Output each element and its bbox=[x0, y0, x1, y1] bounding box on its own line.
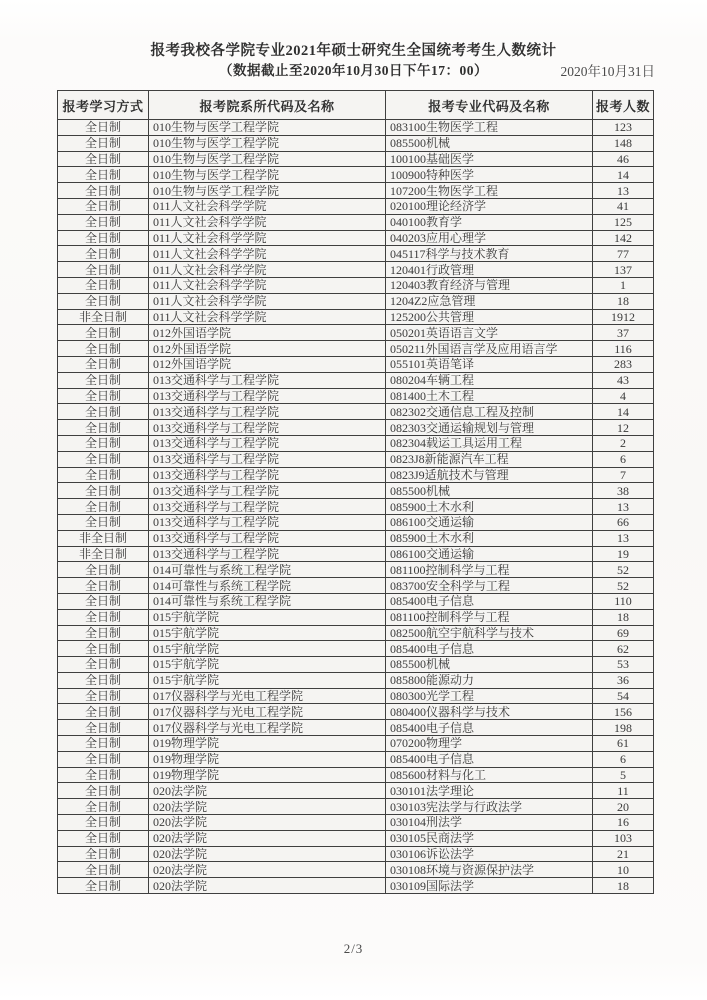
table-cell: 19 bbox=[593, 546, 654, 562]
table-cell: 020法学院 bbox=[149, 783, 386, 799]
table-cell: 020100理论经济学 bbox=[386, 198, 593, 214]
table-row bbox=[58, 625, 654, 641]
table-cell: 020法学院 bbox=[149, 878, 386, 894]
table-cell: 013交通科学与工程学院 bbox=[149, 514, 386, 530]
table-cell: 全日制 bbox=[58, 293, 149, 309]
table-row bbox=[58, 167, 654, 183]
table-cell: 全日制 bbox=[58, 704, 149, 720]
table-cell: 125 bbox=[593, 214, 654, 230]
table-cell: 014可靠性与系统工程学院 bbox=[149, 562, 386, 578]
table-cell: 全日制 bbox=[58, 499, 149, 515]
page-number: 2/3 bbox=[343, 941, 364, 956]
table-cell: 081100控制科学与工程 bbox=[386, 609, 593, 625]
table-row bbox=[58, 404, 654, 420]
table-cell: 013交通科学与工程学院 bbox=[149, 388, 386, 404]
table-cell: 全日制 bbox=[58, 388, 149, 404]
table-cell: 全日制 bbox=[58, 830, 149, 846]
table-row bbox=[58, 467, 654, 483]
table-row bbox=[58, 862, 654, 878]
table-cell: 013交通科学与工程学院 bbox=[149, 499, 386, 515]
table-cell: 全日制 bbox=[58, 467, 149, 483]
table-cell: 010生物与医学工程学院 bbox=[149, 183, 386, 199]
table-cell: 120401行政管理 bbox=[386, 262, 593, 278]
table-cell: 013交通科学与工程学院 bbox=[149, 546, 386, 562]
table-cell: 13 bbox=[593, 183, 654, 199]
table-cell: 14 bbox=[593, 404, 654, 420]
table-cell: 100900特种医学 bbox=[386, 167, 593, 183]
table-header bbox=[58, 91, 654, 120]
table-cell: 014可靠性与系统工程学院 bbox=[149, 578, 386, 594]
table-cell: 013交通科学与工程学院 bbox=[149, 372, 386, 388]
table-cell: 010生物与医学工程学院 bbox=[149, 135, 386, 151]
table-cell: 1 bbox=[593, 277, 654, 293]
table-row bbox=[58, 562, 654, 578]
table-row bbox=[58, 878, 654, 894]
table-cell: 38 bbox=[593, 483, 654, 499]
table-cell: 全日制 bbox=[58, 356, 149, 372]
table-cell: 全日制 bbox=[58, 120, 149, 136]
table-row bbox=[58, 388, 654, 404]
table-cell: 085400电子信息 bbox=[386, 720, 593, 736]
table-cell: 全日制 bbox=[58, 483, 149, 499]
table-row bbox=[58, 609, 654, 625]
table-cell: 085600材料与化工 bbox=[386, 767, 593, 783]
table-header-row bbox=[58, 91, 654, 120]
table-row bbox=[58, 372, 654, 388]
table-cell: 030101法学理论 bbox=[386, 783, 593, 799]
table-cell: 085400电子信息 bbox=[386, 593, 593, 609]
table-cell: 全日制 bbox=[58, 262, 149, 278]
table-cell: 120403教育经济与管理 bbox=[386, 277, 593, 293]
table-cell: 全日制 bbox=[58, 230, 149, 246]
table-cell: 20 bbox=[593, 799, 654, 815]
table-row bbox=[58, 214, 654, 230]
column-header-study-mode: 报考学习方式 bbox=[58, 91, 149, 120]
table-cell: 083100生物医学工程 bbox=[386, 120, 593, 136]
table-cell: 085400电子信息 bbox=[386, 641, 593, 657]
table-cell: 040100教育学 bbox=[386, 214, 593, 230]
table-cell: 198 bbox=[593, 720, 654, 736]
table-cell: 125200公共管理 bbox=[386, 309, 593, 325]
table-cell: 010生物与医学工程学院 bbox=[149, 167, 386, 183]
table-cell: 030105民商法学 bbox=[386, 830, 593, 846]
table-cell: 085500机械 bbox=[386, 657, 593, 673]
table-cell: 010生物与医学工程学院 bbox=[149, 120, 386, 136]
table-cell: 156 bbox=[593, 704, 654, 720]
table-row bbox=[58, 751, 654, 767]
table-cell: 全日制 bbox=[58, 183, 149, 199]
table-row bbox=[58, 657, 654, 673]
table-cell: 18 bbox=[593, 293, 654, 309]
table-cell: 全日制 bbox=[58, 277, 149, 293]
column-header-major-code-name: 报考专业代码及名称 bbox=[386, 91, 593, 120]
table-cell: 148 bbox=[593, 135, 654, 151]
table-row bbox=[58, 356, 654, 372]
table-cell: 011人文社会科学学院 bbox=[149, 246, 386, 262]
table-cell: 62 bbox=[593, 641, 654, 657]
table-cell: 020法学院 bbox=[149, 799, 386, 815]
table-cell: 全日制 bbox=[58, 878, 149, 894]
table-cell: 030106诉讼法学 bbox=[386, 846, 593, 862]
table-cell: 全日制 bbox=[58, 815, 149, 831]
table-cell: 41 bbox=[593, 198, 654, 214]
table-cell: 085500机械 bbox=[386, 135, 593, 151]
table-cell: 5 bbox=[593, 767, 654, 783]
table-cell: 020法学院 bbox=[149, 830, 386, 846]
table-row bbox=[58, 420, 654, 436]
table-cell: 085500机械 bbox=[386, 483, 593, 499]
table-cell: 013交通科学与工程学院 bbox=[149, 451, 386, 467]
table-cell: 013交通科学与工程学院 bbox=[149, 435, 386, 451]
table-row bbox=[58, 277, 654, 293]
table-row bbox=[58, 815, 654, 831]
table-cell: 107200生物医学工程 bbox=[386, 183, 593, 199]
table-cell: 0823J8新能源汽车工程 bbox=[386, 451, 593, 467]
table-cell: 085900土木水利 bbox=[386, 530, 593, 546]
table-cell: 080400仪器科学与技术 bbox=[386, 704, 593, 720]
table-cell: 019物理学院 bbox=[149, 767, 386, 783]
table-cell: 全日制 bbox=[58, 562, 149, 578]
table-row bbox=[58, 135, 654, 151]
table-cell: 083700安全科学与工程 bbox=[386, 578, 593, 594]
table-cell: 21 bbox=[593, 846, 654, 862]
table-cell: 77 bbox=[593, 246, 654, 262]
table-cell: 全日制 bbox=[58, 372, 149, 388]
table-cell: 全日制 bbox=[58, 751, 149, 767]
table-cell: 011人文社会科学学院 bbox=[149, 230, 386, 246]
table-row bbox=[58, 435, 654, 451]
table-cell: 019物理学院 bbox=[149, 736, 386, 752]
table-cell: 全日制 bbox=[58, 404, 149, 420]
table-cell: 015宇航学院 bbox=[149, 672, 386, 688]
table-row bbox=[58, 830, 654, 846]
table-cell: 020法学院 bbox=[149, 862, 386, 878]
table-cell: 非全日制 bbox=[58, 546, 149, 562]
table-cell: 全日制 bbox=[58, 862, 149, 878]
table-cell: 283 bbox=[593, 356, 654, 372]
table-cell: 全日制 bbox=[58, 341, 149, 357]
table-cell: 103 bbox=[593, 830, 654, 846]
table-cell: 082302交通信息工程及控制 bbox=[386, 404, 593, 420]
table-cell: 7 bbox=[593, 467, 654, 483]
table-cell: 082304载运工具运用工程 bbox=[386, 435, 593, 451]
table-cell: 全日制 bbox=[58, 625, 149, 641]
table-cell: 全日制 bbox=[58, 736, 149, 752]
table-cell: 12 bbox=[593, 420, 654, 436]
table-cell: 全日制 bbox=[58, 514, 149, 530]
table-cell: 全日制 bbox=[58, 451, 149, 467]
table-cell: 011人文社会科学学院 bbox=[149, 309, 386, 325]
table-cell: 全日制 bbox=[58, 799, 149, 815]
table-cell: 050211外国语言学及应用语言学 bbox=[386, 341, 593, 357]
table-cell: 040203应用心理学 bbox=[386, 230, 593, 246]
table-cell: 全日制 bbox=[58, 593, 149, 609]
table-cell: 085400电子信息 bbox=[386, 751, 593, 767]
table-row bbox=[58, 736, 654, 752]
table-cell: 081400土木工程 bbox=[386, 388, 593, 404]
table-cell: 020法学院 bbox=[149, 846, 386, 862]
table-row bbox=[58, 483, 654, 499]
table-row bbox=[58, 514, 654, 530]
table-cell: 52 bbox=[593, 578, 654, 594]
table-cell: 055101英语笔译 bbox=[386, 356, 593, 372]
table-cell: 017仪器科学与光电工程学院 bbox=[149, 704, 386, 720]
table-cell: 013交通科学与工程学院 bbox=[149, 530, 386, 546]
table-cell: 015宇航学院 bbox=[149, 625, 386, 641]
table-cell: 017仪器科学与光电工程学院 bbox=[149, 688, 386, 704]
table-cell: 非全日制 bbox=[58, 309, 149, 325]
table-cell: 全日制 bbox=[58, 657, 149, 673]
table-cell: 137 bbox=[593, 262, 654, 278]
table-cell: 53 bbox=[593, 657, 654, 673]
table-cell: 086100交通运输 bbox=[386, 546, 593, 562]
document-subtitle-row bbox=[0, 61, 707, 81]
table-cell: 16 bbox=[593, 815, 654, 831]
table-cell: 0823J9适航技术与管理 bbox=[386, 467, 593, 483]
column-header-department-code-name: 报考院系所代码及名称 bbox=[149, 91, 386, 120]
table-cell: 全日制 bbox=[58, 846, 149, 862]
table-cell: 4 bbox=[593, 388, 654, 404]
table-cell: 全日制 bbox=[58, 641, 149, 657]
table-row bbox=[58, 546, 654, 562]
table-cell: 100100基础医学 bbox=[386, 151, 593, 167]
table-cell: 015宇航学院 bbox=[149, 609, 386, 625]
table-row bbox=[58, 183, 654, 199]
table-body bbox=[58, 120, 654, 894]
table-cell: 082500航空宇航科学与技术 bbox=[386, 625, 593, 641]
table-cell: 085800能源动力 bbox=[386, 672, 593, 688]
table-cell: 全日制 bbox=[58, 151, 149, 167]
table-cell: 019物理学院 bbox=[149, 751, 386, 767]
table-row bbox=[58, 593, 654, 609]
table-cell: 52 bbox=[593, 562, 654, 578]
table-row bbox=[58, 262, 654, 278]
table-cell: 全日制 bbox=[58, 435, 149, 451]
table-row bbox=[58, 704, 654, 720]
table-row bbox=[58, 341, 654, 357]
table-cell: 116 bbox=[593, 341, 654, 357]
table-cell: 全日制 bbox=[58, 246, 149, 262]
table-cell: 050201英语语言文学 bbox=[386, 325, 593, 341]
table-cell: 18 bbox=[593, 609, 654, 625]
table-cell: 082303交通运输规划与管理 bbox=[386, 420, 593, 436]
table-cell: 1912 bbox=[593, 309, 654, 325]
table-cell: 全日制 bbox=[58, 720, 149, 736]
table-cell: 全日制 bbox=[58, 135, 149, 151]
table-row bbox=[58, 230, 654, 246]
table-cell: 045117科学与技术教育 bbox=[386, 246, 593, 262]
column-header-applicant-count: 报考人数 bbox=[593, 91, 654, 120]
table-cell: 66 bbox=[593, 514, 654, 530]
table-cell: 012外国语学院 bbox=[149, 325, 386, 341]
table-row bbox=[58, 767, 654, 783]
table-cell: 015宇航学院 bbox=[149, 641, 386, 657]
table-row bbox=[58, 672, 654, 688]
table-row bbox=[58, 198, 654, 214]
table-cell: 54 bbox=[593, 688, 654, 704]
table-cell: 014可靠性与系统工程学院 bbox=[149, 593, 386, 609]
table-cell: 013交通科学与工程学院 bbox=[149, 420, 386, 436]
table-cell: 1204Z2应急管理 bbox=[386, 293, 593, 309]
table-cell: 13 bbox=[593, 499, 654, 515]
table-cell: 全日制 bbox=[58, 167, 149, 183]
document-title: 报考我校各学院专业2021年硕士研究生全国统考考生人数统计 bbox=[150, 43, 557, 59]
table-cell: 全日制 bbox=[58, 214, 149, 230]
table-cell: 017仪器科学与光电工程学院 bbox=[149, 720, 386, 736]
table-cell: 全日制 bbox=[58, 198, 149, 214]
table-cell: 全日制 bbox=[58, 420, 149, 436]
table-row bbox=[58, 578, 654, 594]
table-cell: 全日制 bbox=[58, 325, 149, 341]
table-cell: 012外国语学院 bbox=[149, 341, 386, 357]
table-cell: 61 bbox=[593, 736, 654, 752]
table-cell: 013交通科学与工程学院 bbox=[149, 404, 386, 420]
document-header bbox=[0, 0, 707, 81]
table-cell: 11 bbox=[593, 783, 654, 799]
table-cell: 10 bbox=[593, 862, 654, 878]
table-row bbox=[58, 783, 654, 799]
table-cell: 080300光学工程 bbox=[386, 688, 593, 704]
table-row bbox=[58, 688, 654, 704]
table-cell: 030109国际法学 bbox=[386, 878, 593, 894]
table-cell: 030104刑法学 bbox=[386, 815, 593, 831]
table-cell: 13 bbox=[593, 530, 654, 546]
table-row bbox=[58, 641, 654, 657]
table-cell: 36 bbox=[593, 672, 654, 688]
table-cell: 非全日制 bbox=[58, 530, 149, 546]
statistics-table bbox=[57, 90, 654, 894]
table-row bbox=[58, 151, 654, 167]
table-cell: 123 bbox=[593, 120, 654, 136]
table-cell: 011人文社会科学学院 bbox=[149, 293, 386, 309]
table-row bbox=[58, 530, 654, 546]
table-cell: 全日制 bbox=[58, 783, 149, 799]
table-cell: 012外国语学院 bbox=[149, 356, 386, 372]
table-cell: 2 bbox=[593, 435, 654, 451]
table-cell: 020法学院 bbox=[149, 815, 386, 831]
table-cell: 085900土木水利 bbox=[386, 499, 593, 515]
table-cell: 070200物理学 bbox=[386, 736, 593, 752]
table-cell: 080204车辆工程 bbox=[386, 372, 593, 388]
table-cell: 46 bbox=[593, 151, 654, 167]
table-cell: 14 bbox=[593, 167, 654, 183]
document-subtitle: （数据截止至2020年10月30日下午17：00） bbox=[219, 63, 488, 78]
table-row bbox=[58, 309, 654, 325]
table-cell: 69 bbox=[593, 625, 654, 641]
table-cell: 110 bbox=[593, 593, 654, 609]
table-cell: 013交通科学与工程学院 bbox=[149, 483, 386, 499]
table-cell: 011人文社会科学学院 bbox=[149, 277, 386, 293]
table-row bbox=[58, 120, 654, 136]
table-row bbox=[58, 293, 654, 309]
table-cell: 030103宪法学与行政法学 bbox=[386, 799, 593, 815]
table-row bbox=[58, 799, 654, 815]
table-cell: 全日制 bbox=[58, 767, 149, 783]
table-cell: 全日制 bbox=[58, 672, 149, 688]
table-cell: 011人文社会科学学院 bbox=[149, 262, 386, 278]
table-cell: 011人文社会科学学院 bbox=[149, 198, 386, 214]
table-row bbox=[58, 325, 654, 341]
table-cell: 37 bbox=[593, 325, 654, 341]
table-cell: 6 bbox=[593, 751, 654, 767]
table-cell: 010生物与医学工程学院 bbox=[149, 151, 386, 167]
table-row bbox=[58, 499, 654, 515]
table-cell: 011人文社会科学学院 bbox=[149, 214, 386, 230]
table-cell: 081100控制科学与工程 bbox=[386, 562, 593, 578]
table-cell: 6 bbox=[593, 451, 654, 467]
table-cell: 142 bbox=[593, 230, 654, 246]
table-row bbox=[58, 720, 654, 736]
table-cell: 全日制 bbox=[58, 688, 149, 704]
table-cell: 086100交通运输 bbox=[386, 514, 593, 530]
table-cell: 015宇航学院 bbox=[149, 657, 386, 673]
table-row bbox=[58, 246, 654, 262]
table-cell: 全日制 bbox=[58, 609, 149, 625]
table-cell: 030108环境与资源保护法学 bbox=[386, 862, 593, 878]
table-cell: 全日制 bbox=[58, 578, 149, 594]
table-cell: 013交通科学与工程学院 bbox=[149, 467, 386, 483]
document-date: 2020年10月31日 bbox=[560, 64, 655, 79]
table-cell: 43 bbox=[593, 372, 654, 388]
table-row bbox=[58, 846, 654, 862]
table-cell: 18 bbox=[593, 878, 654, 894]
table-row bbox=[58, 451, 654, 467]
